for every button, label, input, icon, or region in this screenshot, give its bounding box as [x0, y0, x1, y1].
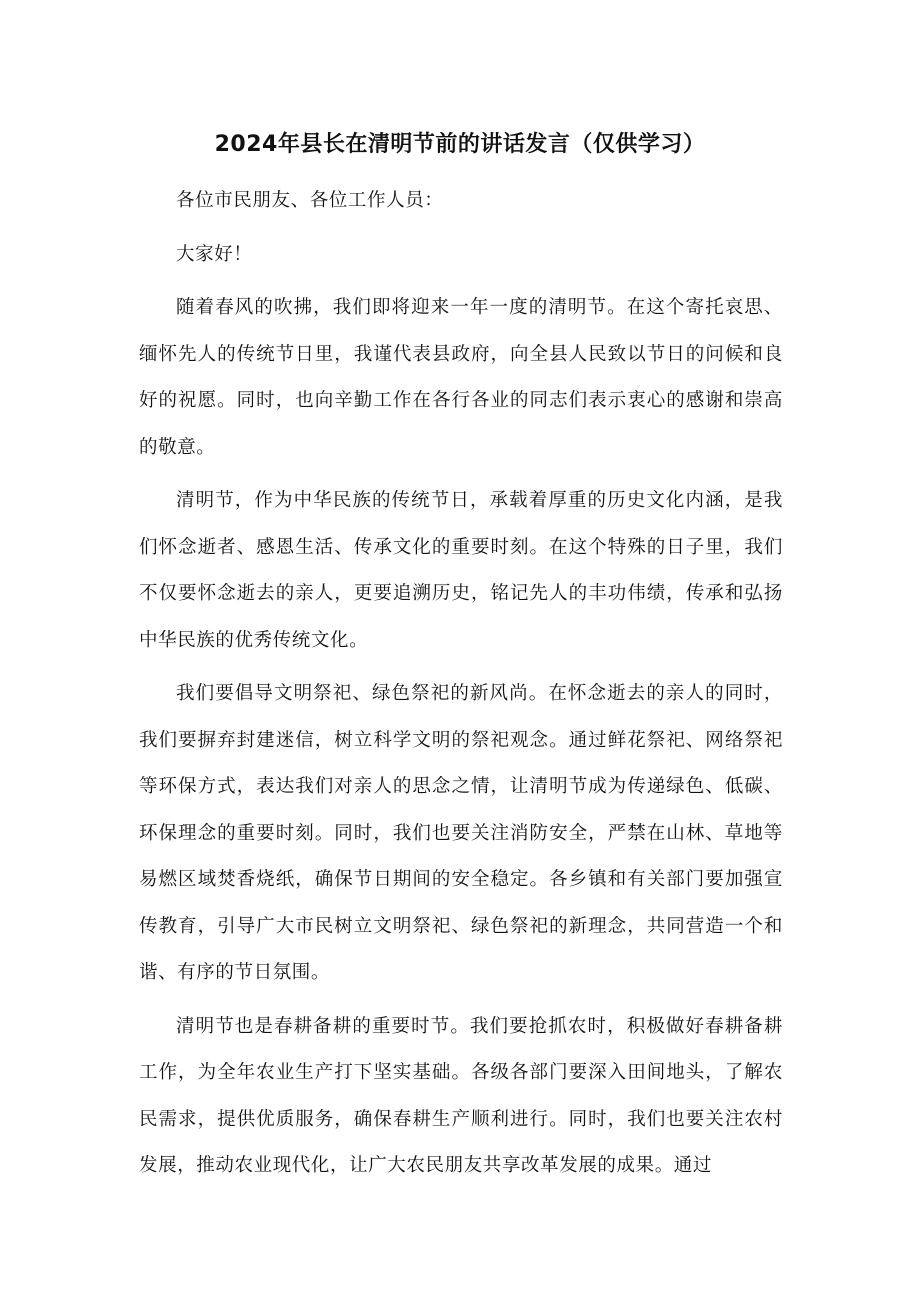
document-body: [139, 178, 783, 1197]
body-paragraph: 清明节，作为中华民族的传统节日，承载着厚重的历史文化内涵，是我们怀念逝者、感恩生活、传承文化的重要时刻。在这个特殊的日子里，我们不仅要怀念逝去的亲人，更要追溯历史，铭记先人的丰功伟绩，传承和弘扬中华民族的优秀传统文化。: [139, 490, 783, 651]
body-paragraph: 清明节也是春耕备耕的重要时节。我们要抢抓农时，积极做好春耕备耕工作，为全年农业生产打下坚实基础。各级各部门要深入田间地头，了解农民需求，提供优质服务，确保春耕生产顺利进行。同时，我们也要关注农村发展，推动农业现代化，让广大农民朋友共享改革发展的成果。通过: [139, 1015, 783, 1176]
salutation: 各位市民朋友、各位工作人员：: [176, 190, 444, 211]
greeting: 大家好！: [176, 243, 253, 265]
body-paragraph: 随着春风的吹拂，我们即将迎来一年一度的清明节。在这个寄托哀思、缅怀先人的传统节日里，我谨代表县政府，向全县人民致以节日的问候和良好的祝愿。同时，也向辛勤工作在各行各业的同志们表示衷心的感谢和崇高的敬意。: [139, 297, 783, 458]
document-title: 2024年县长在清明节前的讲话发言（仅供学习）: [214, 132, 706, 157]
body-paragraph: 我们要倡导文明祭祀、绿色祭祀的新风尚。在怀念逝去的亲人的同时，我们要摒弃封建迷信，树立科学文明的祭祀观念。通过鲜花祭祀、网络祭祀等环保方式，表达我们对亲人的思念之情，让清明节成为传递绿色、低碳、环保理念的重要时刻。同时，我们也要关注消防安全，严禁在山林、草地等易燃区域焚香烧纸，确保节日期间的安全稳定。各乡镇和有关部门要加强宣传教育，引导广大市民树立文明祭祀、绿色祭祀的新理念，共同营造一个和谐、有序的节日氛围。: [139, 683, 783, 983]
